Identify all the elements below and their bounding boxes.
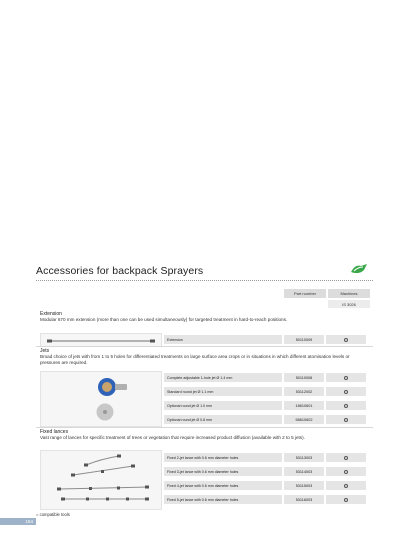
divider <box>36 346 373 347</box>
row-label: Standard round jet Ø 1.1 mm <box>164 387 282 396</box>
extension-image <box>40 333 162 347</box>
row-machine-compat <box>326 373 366 382</box>
divider <box>36 427 373 428</box>
table-row <box>164 495 366 504</box>
row-machine-compat <box>326 401 366 410</box>
lance-icon <box>41 451 161 509</box>
section-description-jets: Broad choice of jets with from 1 to 5 holes for differentiated treatments on large surface area crops or in situations in which different atomisation levels or pressures are required. <box>40 354 350 365</box>
brand-logo-icon <box>349 262 369 276</box>
table-row <box>164 453 366 462</box>
compatible-circle-icon <box>344 338 348 342</box>
row-part-number: 18610601 <box>284 401 324 410</box>
table-row <box>164 481 366 490</box>
row-label: Fixed 3-jet lance with 0.6 mm diameter holes <box>164 467 282 476</box>
section-title-jets: Jets <box>40 348 50 354</box>
compatible-circle-icon <box>344 390 348 394</box>
row-part-number: 53115003 <box>284 481 324 490</box>
section-description-fixed-lances: Vast range of lances for specific treatment of trees or vegetation that require increased product diffusion (available with 2 to 5 jets). <box>40 435 305 440</box>
column-header-part-number: Part number <box>284 289 326 298</box>
row-label: Fixed 5-jet lance with 0.6 mm diameter holes <box>164 495 282 504</box>
row-label: Fixed 2-jet lance with 0.6 mm diameter holes <box>164 453 282 462</box>
compatible-circle-icon <box>344 376 348 380</box>
row-part-number: 53116003 <box>284 495 324 504</box>
row-machine-compat <box>326 387 366 396</box>
row-part-number: 50110009 <box>284 335 324 344</box>
compatible-circle-icon <box>344 484 348 488</box>
section-title-extension: Extension <box>40 311 62 317</box>
row-machine-compat <box>326 335 366 344</box>
row-part-number: 53114003 <box>284 467 324 476</box>
page-title: Accessories for backpack Sprayers <box>36 265 204 277</box>
table-row <box>164 387 366 396</box>
row-label: Complete adjustable 1-hole jet Ø 1.4 mm <box>164 373 282 382</box>
machine-model: IS 3026 <box>328 300 370 308</box>
row-part-number: 58610602 <box>284 415 324 424</box>
row-machine-compat <box>326 481 366 490</box>
table-row <box>164 335 366 344</box>
dotted-divider <box>36 280 373 281</box>
table-row <box>164 401 366 410</box>
compatible-circle-icon <box>344 456 348 460</box>
row-label: Fixed 4-jet lance with 0.6 mm diameter holes <box>164 481 282 490</box>
column-header-machines: Machines <box>328 289 370 298</box>
jets-image <box>40 371 162 427</box>
jet-nozzle-icon <box>41 372 161 426</box>
page-number: 154 <box>0 518 36 525</box>
row-label: Extension <box>164 335 282 344</box>
compatible-circle-icon <box>344 470 348 474</box>
section-description-extension: Modular 670 mm extension (more than one can be used simultaneously) for targeted treatment in hard-to-reach positions. <box>40 317 288 322</box>
row-machine-compat <box>326 495 366 504</box>
table-row <box>164 467 366 476</box>
fixed-lances-image <box>40 450 162 510</box>
row-machine-compat <box>326 467 366 476</box>
compatible-circle-icon <box>344 404 348 408</box>
row-label: Optional round jet Ø 1.0 mm <box>164 401 282 410</box>
table-row <box>164 373 366 382</box>
compatible-circle-icon <box>344 418 348 422</box>
table-row <box>164 415 366 424</box>
footnote: = compatible tools <box>36 512 70 517</box>
row-label: Optional round jet Ø 0.8 mm <box>164 415 282 424</box>
row-part-number: 50110008 <box>284 373 324 382</box>
row-part-number: 53112002 <box>284 387 324 396</box>
section-title-fixed-lances: Fixed lances <box>40 429 69 435</box>
row-machine-compat <box>326 415 366 424</box>
compatible-circle-icon <box>344 498 348 502</box>
row-part-number: 53113003 <box>284 453 324 462</box>
row-machine-compat <box>326 453 366 462</box>
